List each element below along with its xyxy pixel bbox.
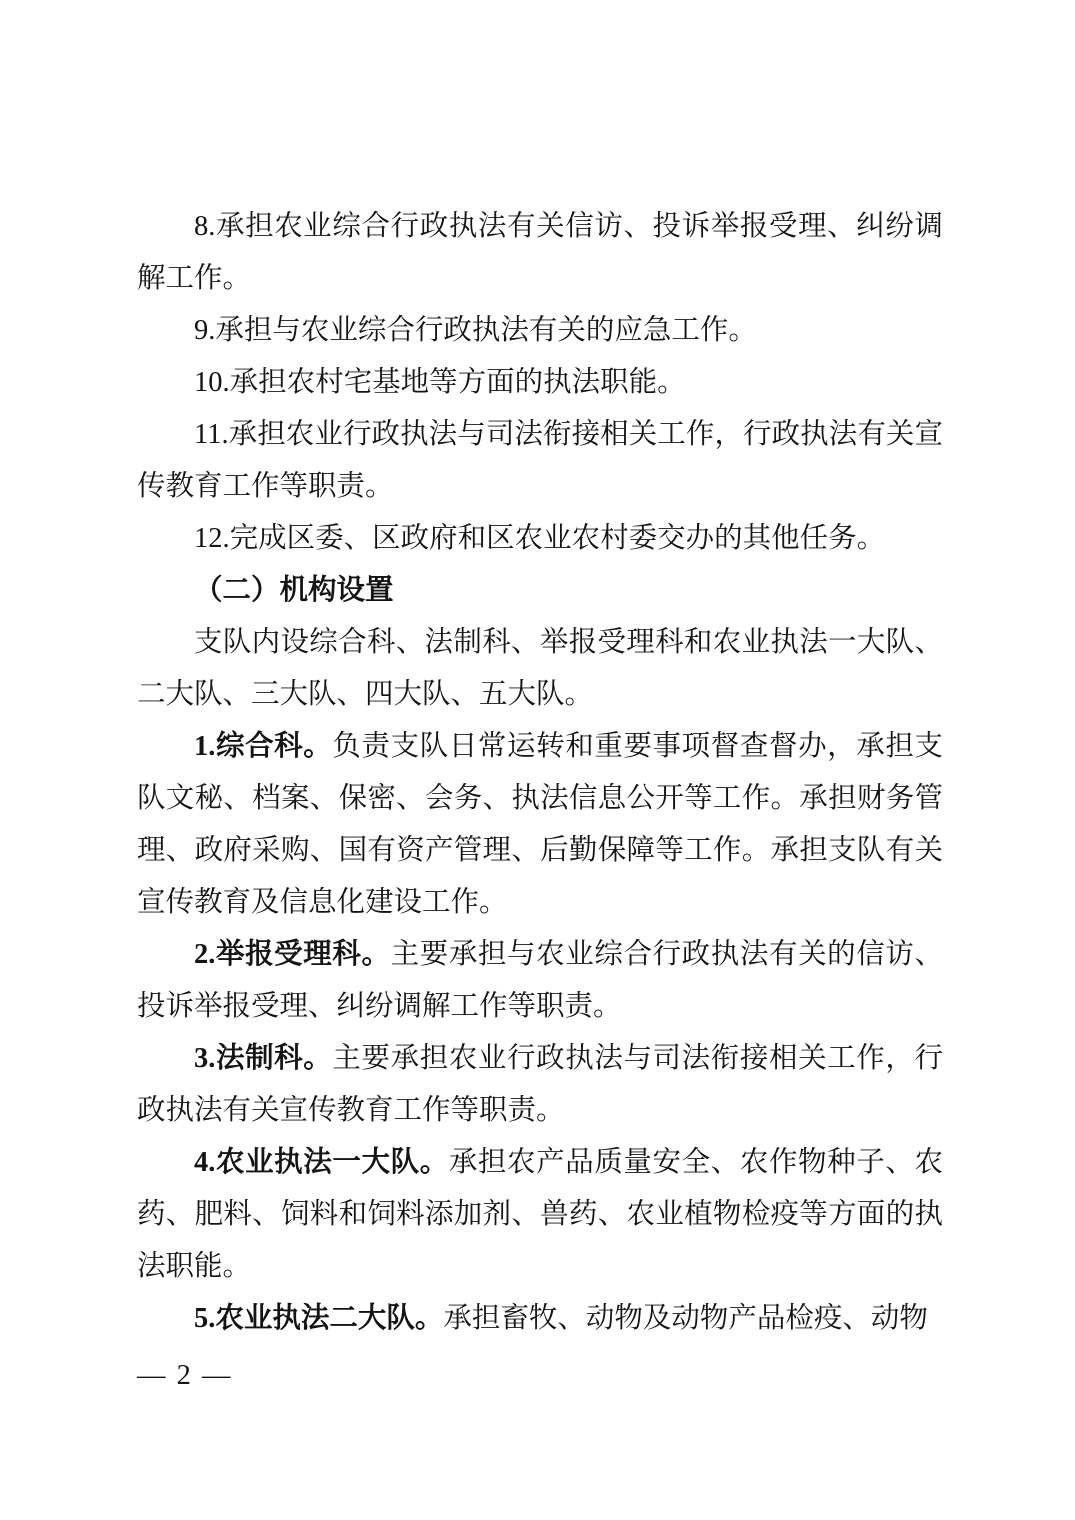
document-content xyxy=(137,201,943,1345)
paragraph: 11.承担农业行政执法与司法衔接相关工作，行政执法有关宣传教育工作等职责。 xyxy=(137,419,943,502)
paragraph: 5.农业执法二大队。承担畜牧、动物及动物产品检疫、动物 xyxy=(194,1303,928,1334)
page-number: — 2 — xyxy=(137,1360,233,1391)
paragraph: 12.完成区委、区政府和区农业农村委交办的其他任务。 xyxy=(194,523,886,554)
paragraph-lead: 2.举报受理科。 xyxy=(194,939,391,970)
paragraph-lead: 4.农业执法一大队。 xyxy=(194,1147,449,1178)
paragraph: 支队内设综合科、法制科、举报受理科和农业执法一大队、二大队、三大队、四大队、五大队。 xyxy=(137,627,943,710)
paragraph: 2.举报受理科。主要承担与农业综合行政执法有关的信访、投诉举报受理、纠纷调解工作等职责。 xyxy=(137,939,943,1022)
paragraph: 10.承担农村宅基地等方面的执法职能。 xyxy=(194,367,686,398)
paragraph-lead: 3.法制科。 xyxy=(194,1043,333,1074)
paragraph: 1.综合科。负责支队日常运转和重要事项督查督办，承担支队文秘、档案、保密、会务、执法信息公开等工作。承担财务管理、政府采购、国有资产管理、后勤保障等工作。承担支队有关宣传教育及信息化建设工作。 xyxy=(137,731,943,918)
paragraph-lead: 1.综合科。 xyxy=(194,731,333,762)
paragraph-lead: 5.农业执法二大队。 xyxy=(194,1303,444,1334)
paragraph: 4.农业执法一大队。承担农产品质量安全、农作物种子、农药、肥料、饲料和饲料添加剂、兽药、农业植物检疫等方面的执法职能。 xyxy=(137,1147,943,1282)
section-heading: （二）机构设置 xyxy=(194,575,394,606)
paragraph: 3.法制科。主要承担农业行政执法与司法衔接相关工作，行政执法有关宣传教育工作等职责。 xyxy=(137,1043,943,1126)
paragraph: 9.承担与农业综合行政执法有关的应急工作。 xyxy=(194,315,757,346)
paragraph: 8.承担农业综合行政执法有关信访、投诉举报受理、纠纷调解工作。 xyxy=(137,211,943,294)
